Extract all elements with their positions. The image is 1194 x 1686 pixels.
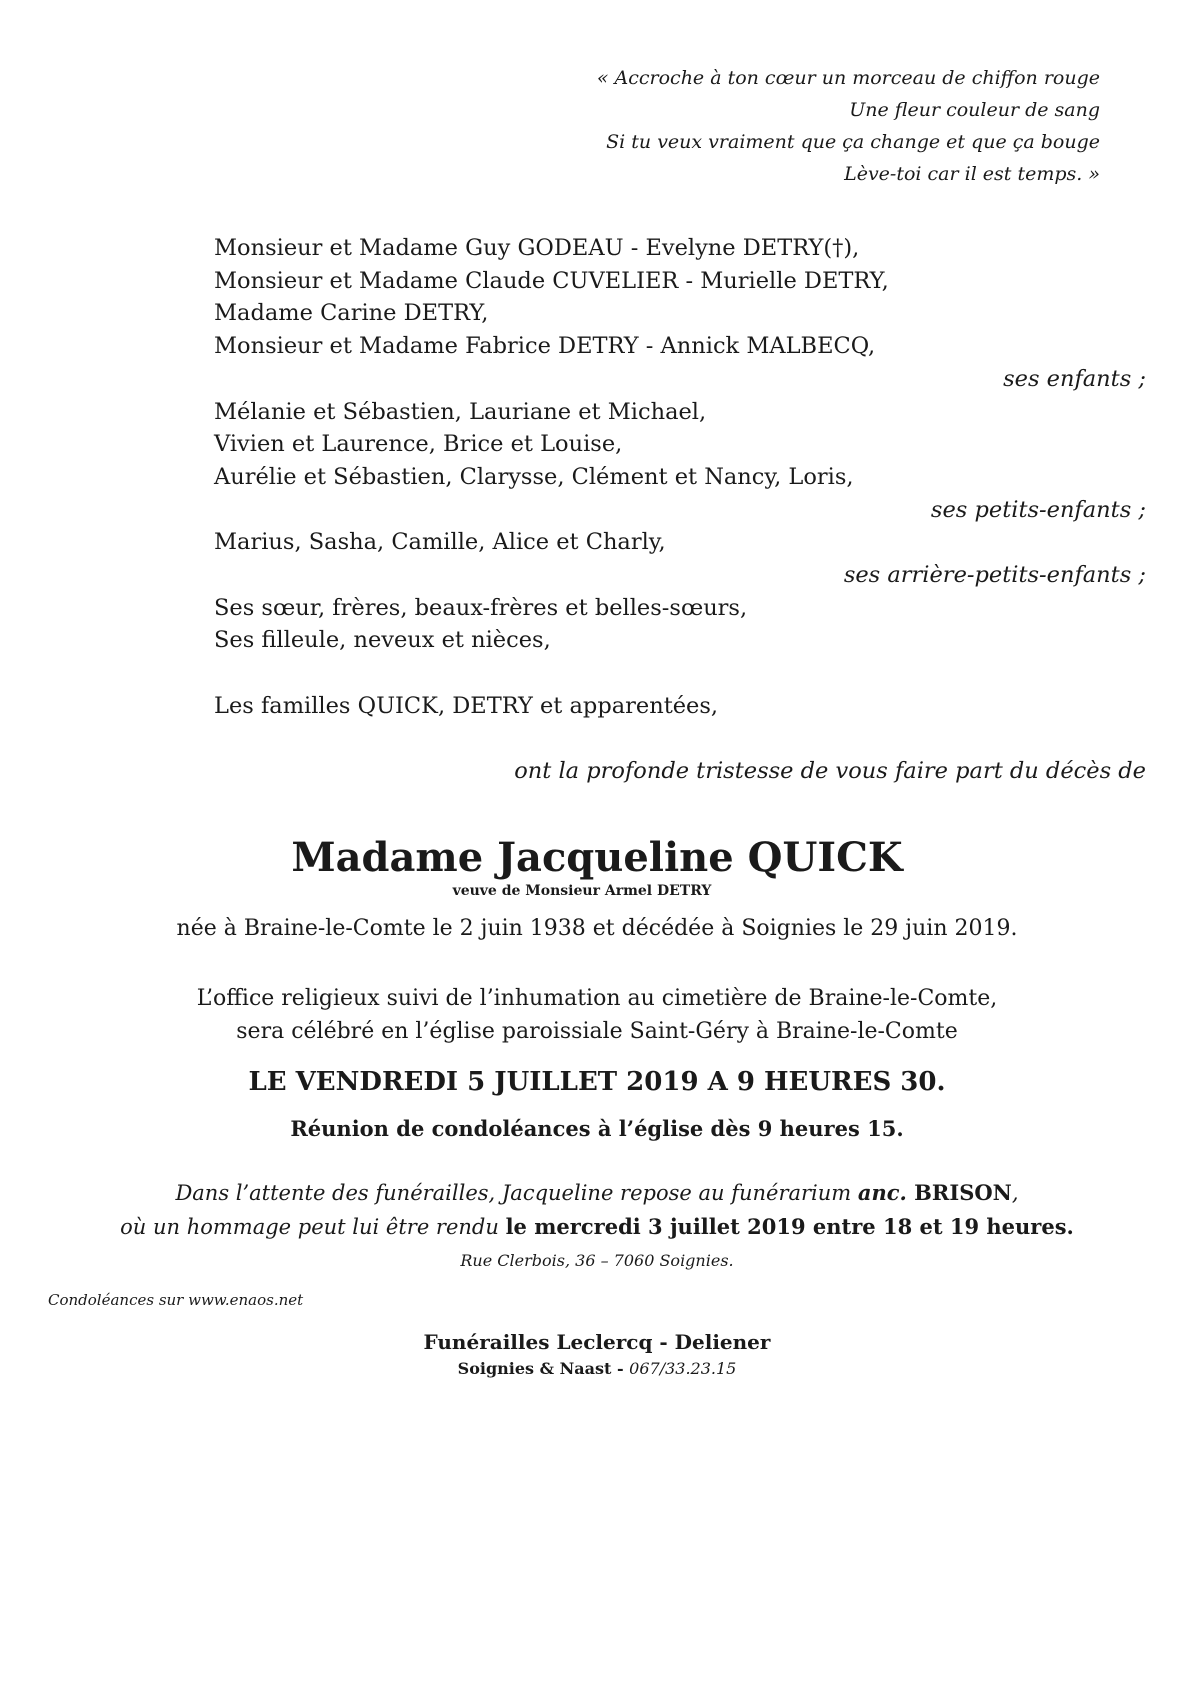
- birth-death-line: née à Braine-le-Comte le 2 juin 1938 et décédée à Soignies le 29 juin 2019.: [176, 916, 1018, 941]
- family-line: Monsieur et Madame Claude CUVELIER - Murielle DETRY,: [214, 267, 889, 294]
- funerarium-address: Rue Clerbois, 36 – 7060 Soignies.: [460, 1251, 734, 1270]
- family-line: Monsieur et Madame Fabrice DETRY - Annick MALBECQ,: [214, 333, 876, 360]
- family-line: Marius, Sasha, Camille, Alice et Charly,: [214, 529, 666, 556]
- family-line: Ses filleule, neveux et nièces,: [214, 627, 551, 654]
- funeral-home-contact: Soignies & Naast - 067/33.23.15: [457, 1359, 737, 1378]
- condolence-website: Condoléances sur www.enaos.net: [48, 1291, 304, 1309]
- family-line: Ses sœur, frères, beaux-frères et belles-sœurs,: [214, 594, 748, 621]
- spacer: [214, 723, 1146, 756]
- deceased-name: Madame Jacqueline QUICK: [291, 834, 903, 881]
- condolence-meeting: Réunion de condoléances à l’église dès 9 heures 15.: [290, 1116, 904, 1141]
- service-text: [0, 982, 1194, 1048]
- funeral-home-phone: 067/33.23.15: [629, 1359, 737, 1378]
- family-line: Madame Carine DETRY,: [214, 300, 489, 327]
- funeral-home-name: Funérailles Leclercq - Deliener: [423, 1330, 771, 1354]
- wake-info: [0, 1176, 1194, 1244]
- quote-line: Une fleur couleur de sang: [849, 99, 1100, 121]
- great-grandchildren-role: ses arrière-petits-enfants ;: [843, 562, 1146, 589]
- spacer: [214, 657, 1146, 690]
- quote-line: Si tu veux vraiment que ça change et que ça bouge: [606, 131, 1100, 153]
- service-line: L’office religieux suivi de l’inhumation au cimetière de Braine-le-Comte,: [196, 986, 998, 1011]
- family-line: Vivien et Laurence, Brice et Louise,: [214, 431, 623, 458]
- wake-line-1: Dans l’attente des funérailles, Jacqueline repose au funérarium anc. BRISON,: [175, 1180, 1019, 1205]
- wake-line-2: où un hommage peut lui être rendu le mercredi 3 juillet 2019 entre 18 et 19 heures.: [120, 1214, 1074, 1239]
- grandchildren-role: ses petits-enfants ;: [930, 496, 1146, 523]
- families-line: Les familles QUICK, DETRY et apparentées,: [214, 692, 719, 719]
- announcement-line: ont la profonde tristesse de vous faire part du décès de: [514, 758, 1146, 785]
- quote-line: Lève-toi car il est temps. »: [844, 163, 1100, 185]
- service-line: sera célébré en l’église paroissiale Saint-Géry à Braine-le-Comte: [236, 1019, 958, 1044]
- widow-of: veuve de Monsieur Armel DETRY: [452, 883, 712, 899]
- family-line: Aurélie et Sébastien, Clarysse, Clément et Nancy, Loris,: [214, 463, 854, 490]
- family-list: [214, 232, 1146, 788]
- children-role: ses enfants ;: [1003, 365, 1146, 392]
- service-date: LE VENDREDI 5 JUILLET 2019 A 9 HEURES 30.: [248, 1067, 946, 1097]
- epigraph-quote: [597, 62, 1100, 190]
- family-line: Monsieur et Madame Guy GODEAU - Evelyne DETRY(†),: [214, 235, 860, 261]
- quote-line: « Accroche à ton cœur un morceau de chiffon rouge: [596, 67, 1100, 89]
- family-line: Mélanie et Sébastien, Lauriane et Michael,: [214, 398, 707, 425]
